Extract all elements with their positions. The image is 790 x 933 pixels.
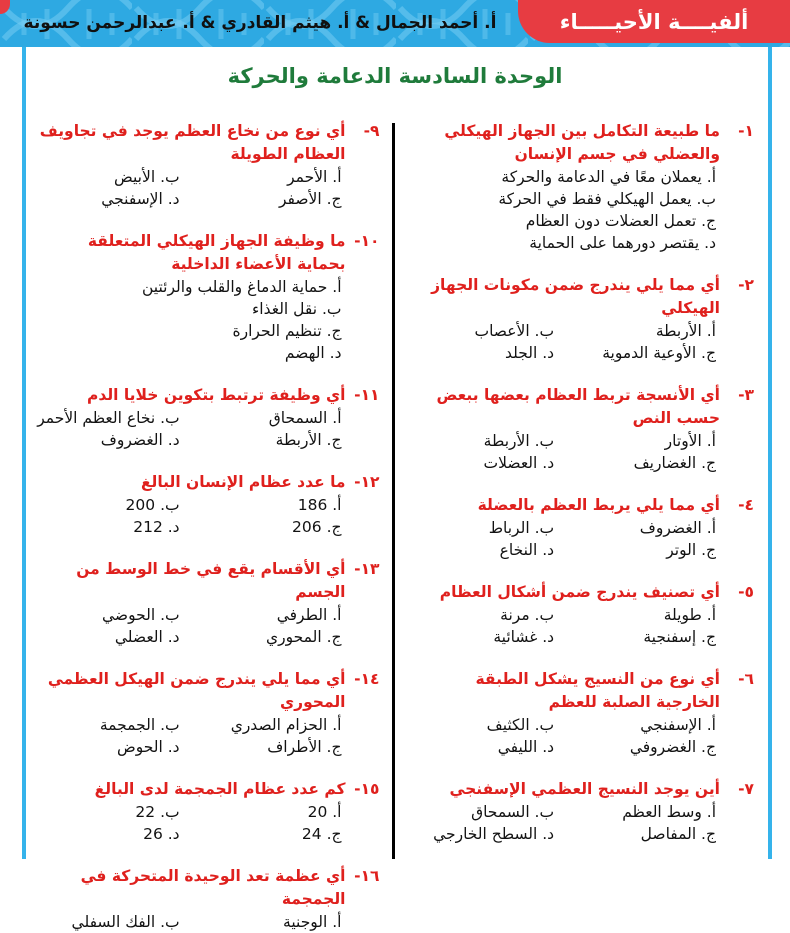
- option-d: د. الليفي: [497, 738, 555, 756]
- question-heading: [36, 778, 380, 801]
- options-grid: [36, 407, 380, 451]
- question-text: أي مما يلي يندرج ضمن الهيكل العظمي المحوري: [47, 670, 346, 711]
- question-number: ١٠-: [354, 232, 380, 250]
- option-a: أ. السمحاق: [268, 409, 342, 427]
- question-number: ١١-: [354, 386, 380, 404]
- options-grid: [36, 494, 380, 538]
- question-heading: [36, 384, 380, 407]
- question-heading: [411, 384, 755, 430]
- question-text: ما طبيعة التكامل بين الجهاز الهيكلي والعضلي في جسم الإنسان: [444, 122, 720, 163]
- option-b: ب. 22: [135, 803, 180, 821]
- option-b: ب. يعمل الهيكلي فقط في الحركة: [498, 190, 716, 208]
- option-a: أ. الأوتار: [664, 432, 716, 450]
- question-block: [411, 668, 755, 758]
- question-heading: [36, 558, 380, 604]
- option-a: أ. يعملان معًا في الدعامة والحركة: [501, 168, 716, 186]
- options-grid: [411, 714, 755, 758]
- question-text: ما وظيفة الجهاز الهيكلي المتعلقة بحماية الأعضاء الداخلية: [87, 232, 346, 273]
- question-block: [36, 778, 380, 845]
- question-heading: [411, 120, 755, 166]
- option-b: ب. الحوضي: [102, 606, 180, 624]
- option-c: ج. الأوعية الدموية: [602, 344, 716, 362]
- options-grid: [36, 801, 380, 845]
- option-a: أ. 186: [297, 496, 342, 514]
- question-number: ٦-: [738, 670, 754, 688]
- question-number: ٢-: [738, 276, 754, 294]
- question-text: أي نوع من نخاع العظم يوجد في تجاويف العظام الطويلة: [39, 122, 346, 163]
- option-c: ج. الأصفر: [278, 190, 342, 208]
- option-a: أ. الغضروف: [639, 519, 716, 537]
- options-rows: [411, 166, 755, 254]
- question-heading: [36, 668, 380, 714]
- authors-line: أ. أحمد الجمال & أ. هيثم القادري & أ. عبدالرحمن حسونة: [23, 12, 497, 33]
- option-d: د. يقتصر دورهما على الحماية: [529, 234, 716, 252]
- option-b: ب. الأربطة: [483, 432, 555, 450]
- option-a: أ. وسط العظم: [622, 803, 716, 821]
- option-d: د. العضلي: [114, 628, 180, 646]
- options-grid: [36, 604, 380, 648]
- option-b: ب. الأبيض: [114, 168, 180, 186]
- question-number: ١٤-: [354, 670, 380, 688]
- question-number: ١٣-: [354, 560, 380, 578]
- question-text: ما عدد عظام الإنسان البالغ: [140, 473, 346, 491]
- option-b: ب. الجمجمة: [99, 716, 180, 734]
- options-grid: [36, 911, 380, 933]
- question-heading: [411, 668, 755, 714]
- option-c: ج. الأطراف: [267, 738, 342, 756]
- option-c: ج. الوتر: [666, 541, 716, 559]
- option-d: د. الإسفنجي: [101, 190, 180, 208]
- option-b: ب. الفك السفلي: [71, 913, 180, 931]
- question-heading: [411, 494, 755, 517]
- question-block: [36, 668, 380, 758]
- options-grid: [411, 517, 755, 561]
- option-d: د. غشائية: [493, 628, 555, 646]
- question-number: ٧-: [738, 780, 754, 798]
- question-block: [411, 120, 755, 254]
- option-c: ج. المحوري: [266, 628, 342, 646]
- options-grid: [36, 166, 380, 210]
- option-b: ب. الأعصاب: [474, 322, 555, 340]
- option-a: أ. حماية الدماغ والقلب والرئتين: [141, 278, 342, 296]
- option-c: ج. 206: [292, 518, 342, 536]
- question-heading: [411, 274, 755, 320]
- question-block: [36, 230, 380, 364]
- question-heading: [36, 471, 380, 494]
- option-c: ج. الغضاريف: [633, 454, 716, 472]
- option-b: ب. نقل الغذاء: [251, 300, 342, 318]
- option-c: ج. الغضروفي: [629, 738, 716, 756]
- question-text: أي الأقسام يقع في خط الوسط من الجسم: [76, 560, 346, 601]
- question-block: [411, 274, 755, 364]
- brand-badge: ألفيــــة الأحيـــــاء: [518, 0, 790, 43]
- question-block: [411, 581, 755, 648]
- options-grid: [411, 801, 755, 845]
- option-b: ب. نخاع العظم الأحمر: [37, 409, 180, 427]
- option-c: ج. الأربطة: [275, 431, 342, 449]
- option-b: ب. الكثيف: [486, 716, 555, 734]
- question-heading: [36, 120, 380, 166]
- option-b: ب. الرباط: [488, 519, 555, 537]
- option-d: د. الجلد: [505, 344, 555, 362]
- question-block: [36, 384, 380, 451]
- question-heading: [411, 581, 755, 604]
- options-grid: [411, 604, 755, 648]
- questions-column-left: [28, 112, 384, 931]
- option-c: ج. إسفنجية: [643, 628, 716, 646]
- option-d: د. العضلات: [483, 454, 555, 472]
- question-block: [411, 778, 755, 845]
- option-d: د. النخاع: [499, 541, 555, 559]
- question-heading: [36, 230, 380, 276]
- question-text: أي الأنسجة تربط العظام بعضها ببعض حسب النص: [436, 386, 720, 427]
- question-number: ١٦-: [354, 867, 380, 885]
- question-number: ٩-: [363, 122, 380, 140]
- page-border-right: [768, 47, 772, 859]
- option-c: ج. تعمل العضلات دون العظام: [525, 212, 716, 230]
- options-grid: [36, 714, 380, 758]
- option-b: ب. 200: [125, 496, 180, 514]
- question-block: [411, 384, 755, 474]
- option-d: د. 26: [143, 825, 180, 843]
- option-c: ج. تنظيم الحرارة: [232, 322, 342, 340]
- question-text: كم عدد عظام الجمجمة لدى البالغ: [94, 780, 346, 798]
- option-c: ج. 24: [301, 825, 342, 843]
- question-block: [36, 120, 380, 210]
- unit-title: الوحدة السادسة الدعامة والحركة: [227, 64, 563, 88]
- option-a: أ. طويلة: [663, 606, 716, 624]
- column-divider: [392, 123, 395, 859]
- question-text: أي عظمة تعد الوحيدة المتحركة في الجمجمة: [80, 867, 346, 908]
- question-number: ٣-: [738, 386, 754, 404]
- page-border-left: [22, 47, 26, 859]
- question-text: أي تصنيف يندرج ضمن أشكال العظام: [439, 583, 720, 601]
- question-number: ٤-: [738, 496, 754, 514]
- option-d: د. السطح الخارجي: [433, 825, 555, 843]
- option-a: أ. الحزام الصدري: [230, 716, 342, 734]
- question-number: ٥-: [738, 583, 754, 601]
- options-grid: [411, 320, 755, 364]
- option-b: ب. مرنة: [500, 606, 555, 624]
- options-rows: [36, 276, 380, 364]
- question-text: أي نوع من النسيج يشكل الطبقة الخارجية الصلبة للعظم: [475, 670, 720, 711]
- option-c: ج. المفاصل: [640, 825, 716, 843]
- option-a: أ. 20: [307, 803, 342, 821]
- options-grid: [411, 430, 755, 474]
- question-heading: [36, 865, 380, 911]
- question-text: أي وظيفة ترتبط بتكوين خلايا الدم: [87, 386, 346, 404]
- option-a: أ. الأربطة: [655, 322, 716, 340]
- question-text: أين يوجد النسيج العظمي الإسفنجي: [449, 780, 720, 798]
- questions-area: [28, 112, 758, 931]
- option-d: د. الحوض: [117, 738, 180, 756]
- question-text: أي مما يلي يربط العظم بالعضلة: [477, 496, 720, 514]
- questions-column-right: [403, 112, 759, 859]
- question-number: ١٢-: [354, 473, 380, 491]
- option-a: أ. الطرفي: [276, 606, 342, 624]
- option-a: أ. الإسفنجي: [640, 716, 716, 734]
- question-block: [411, 494, 755, 561]
- question-number: ١٥-: [354, 780, 380, 798]
- question-text: أي مما يلي يندرج ضمن مكونات الجهاز الهيكلي: [431, 276, 720, 317]
- question-block: [36, 865, 380, 933]
- option-d: د. الهضم: [284, 344, 342, 362]
- option-b: ب. السمحاق: [471, 803, 555, 821]
- question-heading: [411, 778, 755, 801]
- question-number: ١-: [738, 122, 754, 140]
- question-block: [36, 471, 380, 538]
- option-a: أ. الوجنية: [283, 913, 342, 931]
- question-block: [36, 558, 380, 648]
- option-d: د. 212: [133, 518, 180, 536]
- option-d: د. الغضروف: [100, 431, 180, 449]
- option-a: أ. الأحمر: [287, 168, 342, 186]
